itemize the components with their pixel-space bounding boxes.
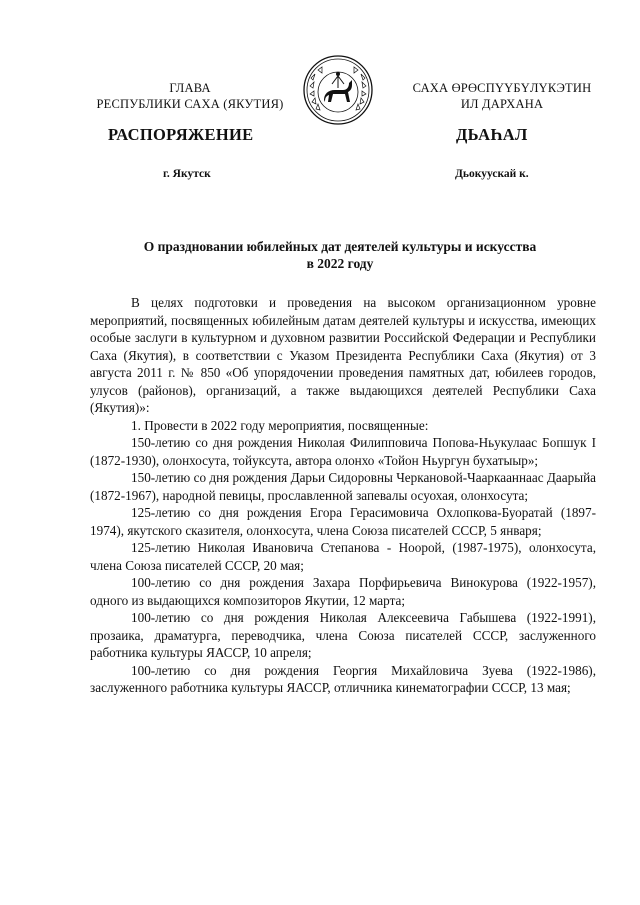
- list-item-paragraph: 100-летию со дня рождения Георгия Михайловича Зуева (1922-1986), заслуженного работника культуры ЯАССР, отличника кинематографии СССР, 13 мая;: [90, 662, 596, 695]
- list-item-paragraph: 125-летию Николая Ивановича Степанова - Ноорой, (1987-1975), олонхосута, члена Союза писателей СССР, 20 мая;: [90, 540, 596, 573]
- header-left-line2: РЕСПУБЛИКИ САХА (ЯКУТИЯ): [96, 97, 284, 111]
- sakha-coat-of-arms-icon: [302, 54, 374, 126]
- list-item-paragraph: 100-летию со дня рождения Николая Алексеевича Габышева (1922-1991), прозаика, драматурга, переводчика, члена Союза писателей СССР, заслуженного работника культуры ЯАССР, 10 апреля;: [90, 610, 596, 660]
- document-title-line1: О праздновании юбилейных дат деятелей культуры и искусства: [143, 239, 537, 254]
- place-russian: г. Якутск: [163, 168, 211, 180]
- header-left-line1: ГЛАВА: [169, 81, 211, 95]
- header-left: [80, 80, 300, 112]
- header-right-line1: САХА ӨРӨСПҮҮБҮЛҮКЭТИН: [412, 81, 592, 95]
- document-title: [90, 238, 590, 272]
- preamble-paragraph: В целях подготовки и проведения на высоком организационном уровне мероприятий, посвященных юбилейным датам деятелей культуры и искусства, имеющих особые заслуги в культурном и духовном развитии Российской Федерации и Республики Саха (Якутия), в соответствии с Указом Президента Республики Саха (Якутия) от 3 августа 2011 г. № 850 «Об упорядочении проведения памятных дат, юбилеев городов, улусов (районов), организаций, а также выдающихся деятелей Республики Саха (Якутия)»:: [90, 295, 596, 415]
- document-title-line2: в 2022 году: [306, 256, 374, 271]
- list-item-paragraph: 150-летию со дня рождения Николая Филипповича Попова-Ньукулаас Бопшук I (1872-1930), олонхосута, тойуксута, автора олонхо «Тойон Ньургун бухатыыр»;: [90, 435, 596, 468]
- list-item-paragraph: 100-летию со дня рождения Захара Порфирьевича Винокурова (1922-1957), одного из выдающихся композиторов Якутии, 12 марта;: [90, 575, 596, 608]
- list-item-paragraph: 125-летию со дня рождения Егора Герасимовича Охлопкова-Буоратай (1897-1974), якутского сказителя, олонхосута, члена Союза писателей СССР, 5 января;: [90, 505, 596, 538]
- header-right-line2: ИЛ ДАРХАНА: [460, 97, 544, 111]
- list-item-paragraph: 150-летию со дня рождения Дарьи Сидоровны Черкановой-Чааркааннаас Даарыйа (1872-1967), народной певицы, прославленной запевалы осуохая, олонхосута;: [90, 470, 596, 503]
- clause-paragraph: 1. Провести в 2022 году мероприятия, посвященные:: [131, 417, 429, 433]
- doc-type-russian: РАСПОРЯЖЕНИЕ: [108, 125, 254, 144]
- header-right: [392, 80, 612, 112]
- doc-type-yakut: ДЬАҺАЛ: [456, 125, 528, 144]
- place-yakut: Дьокуускай к.: [455, 168, 529, 180]
- document-body: [90, 294, 596, 697]
